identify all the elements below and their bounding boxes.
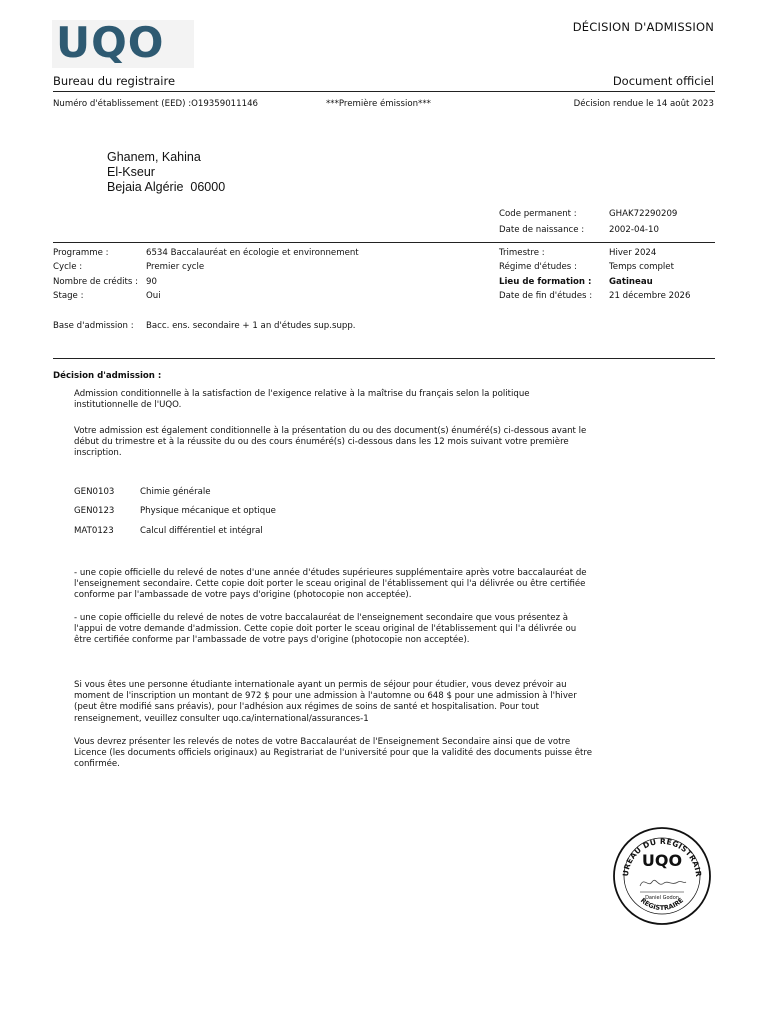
recipient-name: Ghanem, Kahina xyxy=(107,150,201,164)
cycle-label: Cycle : xyxy=(53,262,83,272)
required-document-2: - une copie officielle du relevé de notes de votre baccalauréat de l'enseignement secondaire que vous présentez à l'appui de votre demande d'admission. Cette copie doit porter le sceau original de l'établissement qui l'a délivrée ou être certifiée conforme par l'ambassade de votre pays d'origine (photocopie non acceptée). xyxy=(74,613,577,646)
birth-date-label: Date de naissance : xyxy=(499,225,585,235)
recipient-city: El-Kseur xyxy=(107,165,155,179)
svg-text:UQO: UQO xyxy=(641,851,683,870)
course-name: Physique mécanique et optique xyxy=(140,506,276,516)
course-code: GEN0123 xyxy=(74,506,115,516)
study-regime-value: Temps complet xyxy=(609,262,674,272)
svg-text:BUREAU DU REGISTRAIRE: UREAU DU REGISTRAIR xyxy=(620,836,704,878)
credits-label: Nombre de crédits : xyxy=(53,277,139,287)
recipient-address xyxy=(107,150,225,195)
internship-value: Oui xyxy=(146,291,161,301)
cycle-value: Premier cycle xyxy=(146,262,205,272)
uqo-logo: UQO xyxy=(56,18,165,67)
seal-graphic xyxy=(612,826,712,926)
permanent-code-label: Code permanent : xyxy=(499,209,577,219)
credits-value: 90 xyxy=(146,277,157,287)
decision-date: Décision rendue le 14 août 2023 xyxy=(573,99,714,109)
admission-basis-label: Base d'admission : xyxy=(53,321,134,331)
course-name: Calcul différentiel et intégral xyxy=(140,526,263,536)
internship-label: Stage : xyxy=(53,291,84,301)
program-divider xyxy=(53,358,715,359)
originals-notice: Vous devrez présenter les relevés de notes de votre Baccalauréat de l'Enseignement Secondaire ainsi que de votre Licence (les documents officiels originaux) au Registrariat de l'université pour que la validité des documents puisse être confirmée. xyxy=(74,737,593,770)
office-name: Bureau du registraire xyxy=(53,74,176,88)
decision-title: Décision d'admission : xyxy=(53,371,162,381)
permanent-code-value: GHAK72290209 xyxy=(609,209,678,219)
course-code: MAT0123 xyxy=(74,526,114,536)
insurance-notice: Si vous êtes une personne étudiante internationale ayant un permis de séjour pour étudier, vous devez prévoir au moment de l'inscription un montant de 972 $ pour une admission à l'automne ou 648 $ pour une admission à l'hiver (peut être modifié sans préavis), pour l'adhésion aux régimes de soins de santé et hospitalisation. Pour tout renseignement, veuillez consulter uqo.ca/international/assurances-1 xyxy=(74,680,577,724)
end-date-label: Date de fin d'études : xyxy=(499,291,593,301)
course-name: Chimie générale xyxy=(140,487,211,497)
recipient-region: Bejaia Algérie 06000 xyxy=(107,180,226,194)
end-date-value: 21 décembre 2026 xyxy=(609,291,691,301)
term-value: Hiver 2024 xyxy=(609,248,657,258)
header-divider xyxy=(53,91,715,92)
identity-divider xyxy=(53,242,715,243)
program-label: Programme : xyxy=(53,248,109,258)
decision-paragraph-conditions: Votre admission est également conditionnelle à la présentation du ou des document(s) énuméré(s) ci-dessous avant le début du trimestre et à la réussite du ou des cours énuméré(s) ci-dessous dans les 12 mois suivant votre première inscription. xyxy=(74,426,587,459)
admission-basis-value: Bacc. ens. secondaire + 1 an d'études sup.supp. xyxy=(146,321,356,331)
official-label: Document officiel xyxy=(612,74,714,88)
birth-date-value: 2002-04-10 xyxy=(609,225,659,235)
course-code: GEN0103 xyxy=(74,487,115,497)
svg-text:REGISTRAIRE: REGISTRAIRE xyxy=(638,896,686,913)
location-label: Lieu de formation : xyxy=(499,277,592,287)
program-value: 6534 Baccalauréat en écologie et environnement xyxy=(146,248,359,258)
establishment-number: Numéro d'établissement (EED) :O19359011146 xyxy=(53,99,259,109)
emission-status: ***Première émission*** xyxy=(326,99,431,109)
registrar-seal xyxy=(612,826,712,926)
decision-paragraph-french: Admission conditionnelle à la satisfaction de l'exigence relative à la maîtrise du français selon la politique institutionnelle de l'UQO. xyxy=(74,389,530,411)
term-label: Trimestre : xyxy=(499,248,545,258)
svg-text:Daniel Godon: Daniel Godon xyxy=(645,895,679,901)
location-value: Gatineau xyxy=(609,277,653,287)
study-regime-label: Régime d'études : xyxy=(499,262,577,272)
document-type: DÉCISION D'ADMISSION xyxy=(572,20,714,34)
required-document-1: - une copie officielle du relevé de notes d'une année d'études supérieures supplémentaire après votre baccalauréat de l'enseignement secondaire. Cette copie doit porter le sceau original de l'établissement qui l'a délivrée ou être certifiée conforme par l'ambassade de votre pays d'origine (photocopie non acceptée). xyxy=(74,568,587,601)
